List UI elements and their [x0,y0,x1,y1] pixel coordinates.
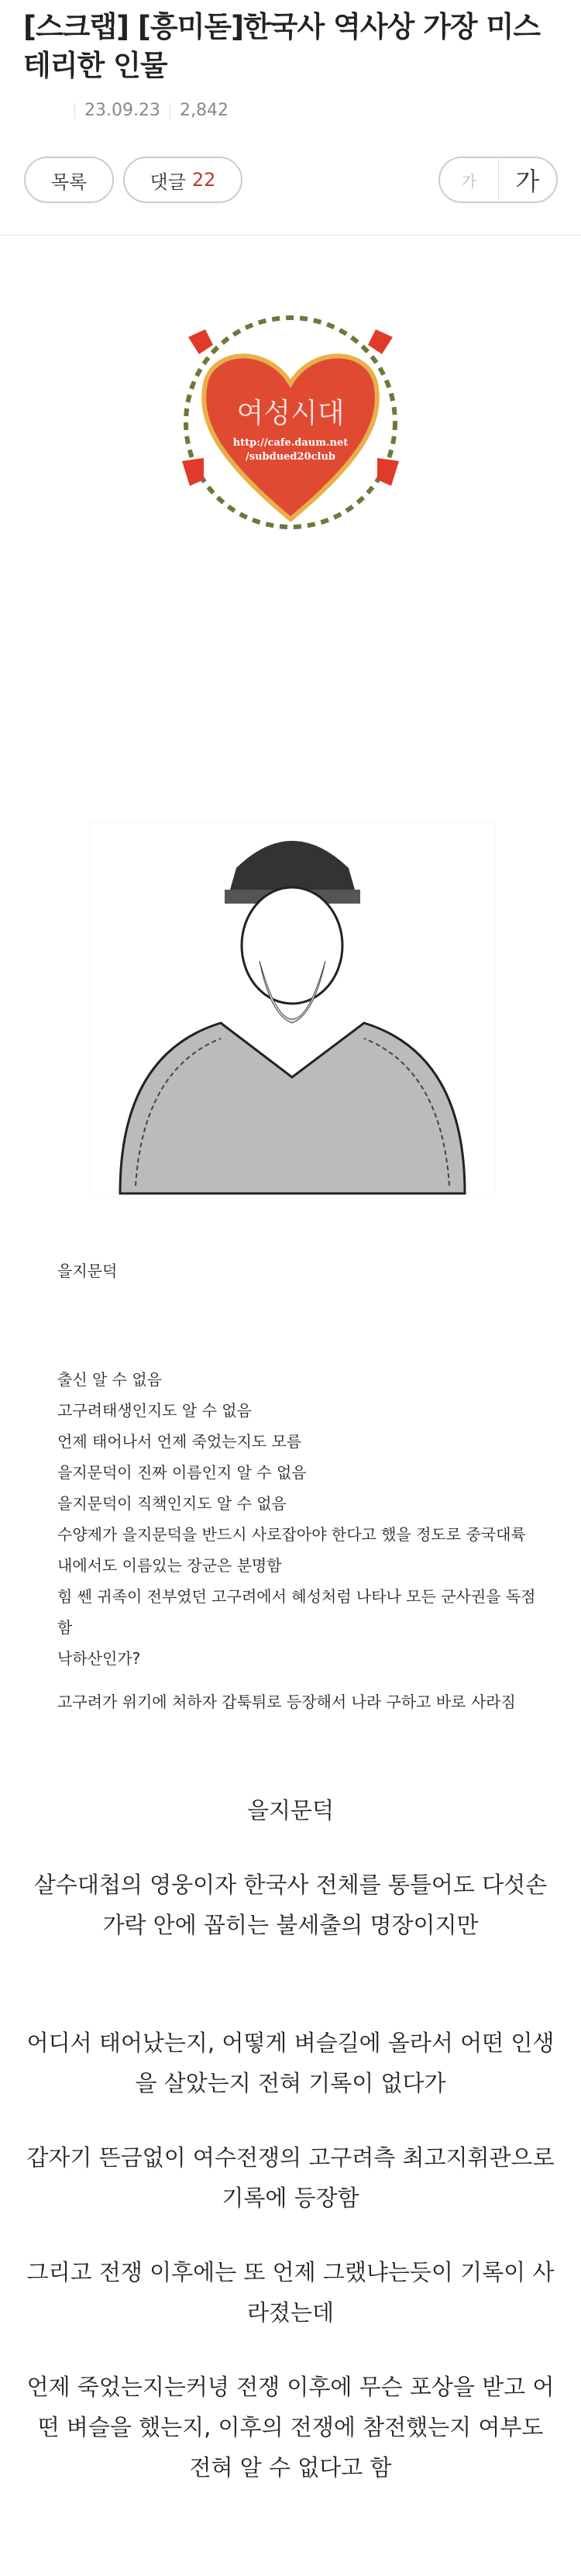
screenshot-line: 을지문덕이 직책인지도 알 수 없음 [57,1494,287,1513]
screenshot-heading: 을지문덕 [57,1262,118,1280]
body-paragraph: 어디서 태어났는지, 어떻게 벼슬길에 올라서 어떤 인생을 살았는지 전혀 기록이 없다가 [26,2030,555,2096]
divider [74,103,75,119]
eulji-mundeok-portrait [89,821,496,1197]
body-paragraph: 그리고 전쟁 이후에는 또 언제 그랬냐는듯이 기록이 사라졌는데 [26,2259,555,2326]
body-paragraph: 살수대첩의 영웅이자 한국사 전체를 통틀어도 다섯손가락 안에 꼽히는 불세출의 명장이지만 [33,1872,548,1938]
post-meta [74,101,229,120]
screenshot-line: 언제 태어나서 언제 죽었는지도 모름 [57,1432,302,1451]
svg-text:여성시대: 여성시대 [236,398,345,429]
font-larger-button[interactable]: 가 [515,167,540,196]
screenshot-line: 낙하산인가? [57,1649,141,1668]
font-size-control [438,157,558,203]
list-button[interactable] [24,157,114,203]
screenshot-line: 힘 쎈 귀족이 전부였던 고구려에서 혜성처럼 나타나 모든 군사권을 독점함 [57,1587,536,1637]
body-heading: 을지문덕 [246,1797,335,1824]
comment-count: 22 [191,169,216,191]
post-date: 23.09.23 [84,101,160,120]
screenshot-line: 을지문덕이 진짜 이름인지 알 수 없음 [57,1463,307,1482]
post-title: [스크랩] [흥미돋]한국사 역사상 가장 미스테리한 인물 [23,10,541,82]
screenshot-line: 고구려태생인지도 알 수 없음 [57,1401,252,1420]
comment-button[interactable] [123,157,242,203]
font-smaller-button[interactable]: 가 [440,158,499,201]
comment-label: 댓글 [150,170,186,193]
divider [0,235,581,236]
svg-text:/subdued20club: /subdued20club [246,451,335,463]
screenshot-line: 고구려가 위기에 처하자 갑툭튀로 등장해서 나라 구하고 바로 사라짐 [57,1693,516,1711]
embedded-text-image [57,1255,538,1717]
body-paragraph: 언제 죽었는지는커녕 전쟁 이후에 무슨 포상을 받고 어떤 벼슬을 했는지, 이후의 전쟁에 참전했는지 여부도 전혀 알 수 없다고 함 [26,2374,555,2481]
view-count: 2,842 [179,101,229,120]
screenshot-line: 출신 알 수 없음 [57,1370,162,1389]
screenshot-line: 수양제가 을지문덕을 반드시 사로잡아야 한다고 했을 정도로 중국대륙 내에서도 이름있는 장군은 분명함 [57,1525,526,1575]
svg-text:http://cafe.daum.net: http://cafe.daum.net [232,437,349,449]
cafe-logo-image [174,306,407,539]
list-label: 목록 [50,170,88,193]
body-paragraph: 갑자기 뜬금없이 여수전쟁의 고구려측 최고지휘관으로 기록에 등장함 [26,2144,555,2211]
post-body [23,1790,558,2522]
